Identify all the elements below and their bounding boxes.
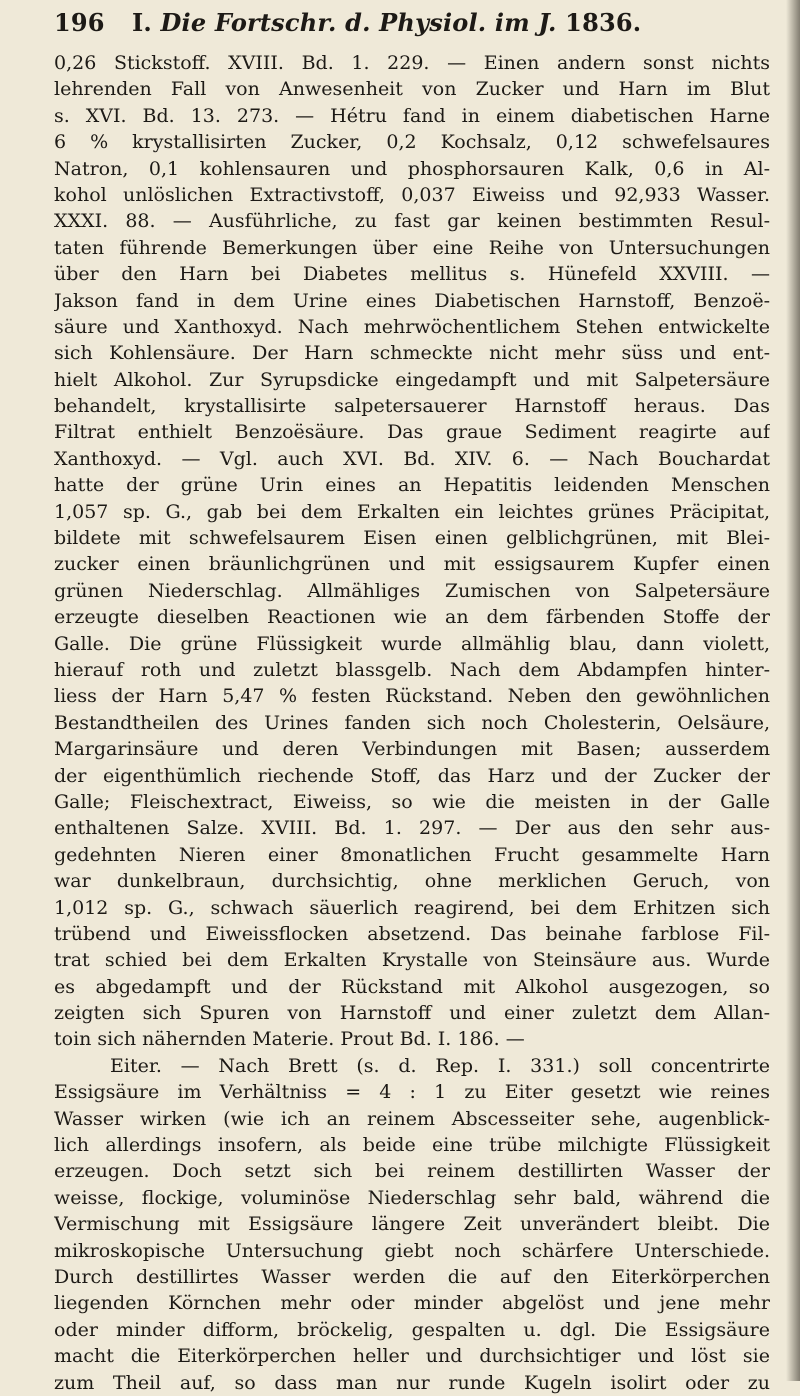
text-line: hierauf roth und zuletzt blassgelb. Nach dem Abdampfen hinter- bbox=[54, 658, 770, 681]
running-head-prefix: I. bbox=[132, 8, 152, 37]
text-line: zucker einen bräunlichgrünen und mit essigsaurem Kupfer einen bbox=[54, 553, 770, 576]
text-line: Margarinsäure und deren Verbindungen mit Basen; ausserdem bbox=[54, 738, 770, 761]
page-header bbox=[54, 8, 770, 48]
text-line: oder minder difform, bröckelig, gespalten u. dgl. Die Essigsäure bbox=[54, 1318, 770, 1341]
text-line: behandelt, krystallisirte salpetersauerer Harnstoff heraus. Das bbox=[54, 395, 770, 418]
text-line: hatte der grüne Urin eines an Hepatitis leidenden Menschen bbox=[54, 474, 770, 497]
text-line: zeigten sich Spuren von Harnstoff und einer zuletzt dem Allan- bbox=[54, 1002, 770, 1025]
running-head-title: Die Fortschr. d. Physiol. im J. bbox=[160, 8, 557, 37]
text-line: erzeugte dieselben Reactionen wie an dem färbenden Stoffe der bbox=[54, 606, 770, 629]
text-line: über den Harn bei Diabetes mellitus s. Hünefeld XXVIII. — bbox=[54, 263, 770, 286]
text-line: Vermischung mit Essigsäure längere Zeit unverändert bleibt. Die bbox=[54, 1213, 770, 1236]
text-line: säure und Xanthoxyd. Nach mehrwöchentlichem Stehen entwickelte bbox=[54, 315, 770, 338]
text-line: Durch destillirtes Wasser werden die auf den Eiterkörperchen bbox=[54, 1265, 770, 1288]
text-line: es abgedampft und der Rückstand mit Alkohol ausgezogen, so bbox=[54, 975, 770, 998]
text-line: grünen Niederschlag. Allmähliges Zumischen von Salpetersäure bbox=[54, 579, 770, 602]
text-line: hielt Alkohol. Zur Syrupsdicke eingedampft und mit Salpetersäure bbox=[54, 368, 770, 391]
text-line: kohol unlöslichen Extractivstoff, 0,037 Eiweiss und 92,933 Wasser. bbox=[54, 183, 770, 206]
body-text bbox=[54, 50, 770, 1396]
running-head bbox=[132, 8, 641, 37]
text-line: liegenden Körnchen mehr oder minder abgelöst und jene mehr bbox=[54, 1292, 770, 1315]
text-line: erzeugen. Doch setzt sich bei reinem destillirten Wasser der bbox=[54, 1160, 770, 1183]
text-line: 0,26 Stickstoff. XVIII. Bd. 1. 229. — Einen andern sonst nichts bbox=[54, 52, 770, 74]
text-line: lehrenden Fall von Anwesenheit von Zucker und Harn im Blut bbox=[54, 78, 770, 101]
text-line: Bestandtheilen des Urines fanden sich noch Cholesterin, Oelsäure, bbox=[54, 711, 770, 734]
text-line: zum Theil auf, so dass man nur runde Kugeln isolirt oder zu bbox=[54, 1371, 770, 1394]
text-line: taten führende Bemerkungen über eine Reihe von Untersuchungen bbox=[54, 236, 770, 259]
text-line: lich allerdings insofern, als beide eine trübe milchigte Flüssigkeit bbox=[54, 1134, 770, 1157]
text-line: Essigsäure im Verhältniss = 4 : 1 zu Eiter gesetzt wie reines bbox=[54, 1081, 770, 1104]
page-edge-shadow bbox=[786, 0, 800, 1381]
running-head-year: 1836. bbox=[565, 8, 642, 37]
text-line: der eigenthümlich riechende Stoff, das Harz und der Zucker der bbox=[54, 764, 770, 787]
text-line: Galle. Die grüne Flüssigkeit wurde allmählig blau, dann violett, bbox=[54, 632, 770, 655]
text-line: liess der Harn 5,47 % festen Rückstand. Neben den gewöhnlichen bbox=[54, 685, 770, 708]
text-line: Filtrat enthielt Benzoësäure. Das graue Sediment reagirte auf bbox=[54, 421, 770, 444]
page-number: 196 bbox=[54, 8, 105, 37]
text-line: trat schied bei dem Erkalten Krystalle von Steinsäure aus. Wurde bbox=[54, 949, 770, 972]
text-line: toin sich nähernden Materie. Prout Bd. I. 186. — bbox=[54, 1028, 525, 1051]
text-line: Natron, 0,1 kohlensauren und phosphorsauren Kalk, 0,6 in Al- bbox=[54, 157, 770, 180]
text-line: Eiter. — Nach Brett (s. d. Rep. I. 331.) soll concentrirte bbox=[110, 1054, 770, 1077]
text-line: Jakson fand in dem Urine eines Diabetischen Harnstoff, Benzoë- bbox=[54, 289, 770, 312]
text-line: 6 % krystallisirten Zucker, 0,2 Kochsalz, 0,12 schwefelsaures bbox=[54, 131, 770, 154]
text-line: trübend und Eiweissflocken absetzend. Das beinahe farblose Fil- bbox=[54, 922, 770, 945]
text-line: enthaltenen Salze. XVIII. Bd. 1. 297. — Der aus den sehr aus- bbox=[54, 817, 770, 840]
text-line: war dunkelbraun, durchsichtig, ohne merklichen Geruch, von bbox=[54, 870, 770, 893]
book-page bbox=[54, 8, 770, 1396]
text-line: s. XVI. Bd. 13. 273. — Hétru fand in einem diabetischen Harne bbox=[54, 104, 770, 127]
text-line: 1,057 sp. G., gab bei dem Erkalten ein leichtes grünes Präcipitat, bbox=[54, 500, 770, 523]
text-line: weisse, flockige, voluminöse Niederschlag sehr bald, während die bbox=[54, 1186, 770, 1209]
text-line: Galle; Fleischextract, Eiweiss, so wie die meisten in der Galle bbox=[54, 790, 770, 813]
text-line: mikroskopische Untersuchung giebt noch schärfere Unterschiede. bbox=[54, 1239, 770, 1262]
text-line: Xanthoxyd. — Vgl. auch XVI. Bd. XIV. 6. — Nach Bouchardat bbox=[54, 447, 770, 470]
text-line: bildete mit schwefelsaurem Eisen einen gelblichgrünen, mit Blei- bbox=[54, 527, 770, 550]
text-line: gedehnten Nieren einer 8monatlichen Frucht gesammelte Harn bbox=[54, 843, 770, 866]
text-line: 1,012 sp. G., schwach säuerlich reagirend, bei dem Erhitzen sich bbox=[54, 896, 770, 919]
text-line: sich Kohlensäure. Der Harn schmeckte nicht mehr süss und ent- bbox=[54, 342, 770, 365]
text-line: macht die Eiterkörperchen heller und durchsichtiger und löst sie bbox=[54, 1345, 770, 1368]
text-line: Wasser wirken (wie ich an reinem Abscesseiter sehe, augenblick- bbox=[54, 1107, 770, 1130]
text-line: XXXI. 88. — Ausführliche, zu fast gar keinen bestimmten Resul- bbox=[54, 210, 770, 233]
